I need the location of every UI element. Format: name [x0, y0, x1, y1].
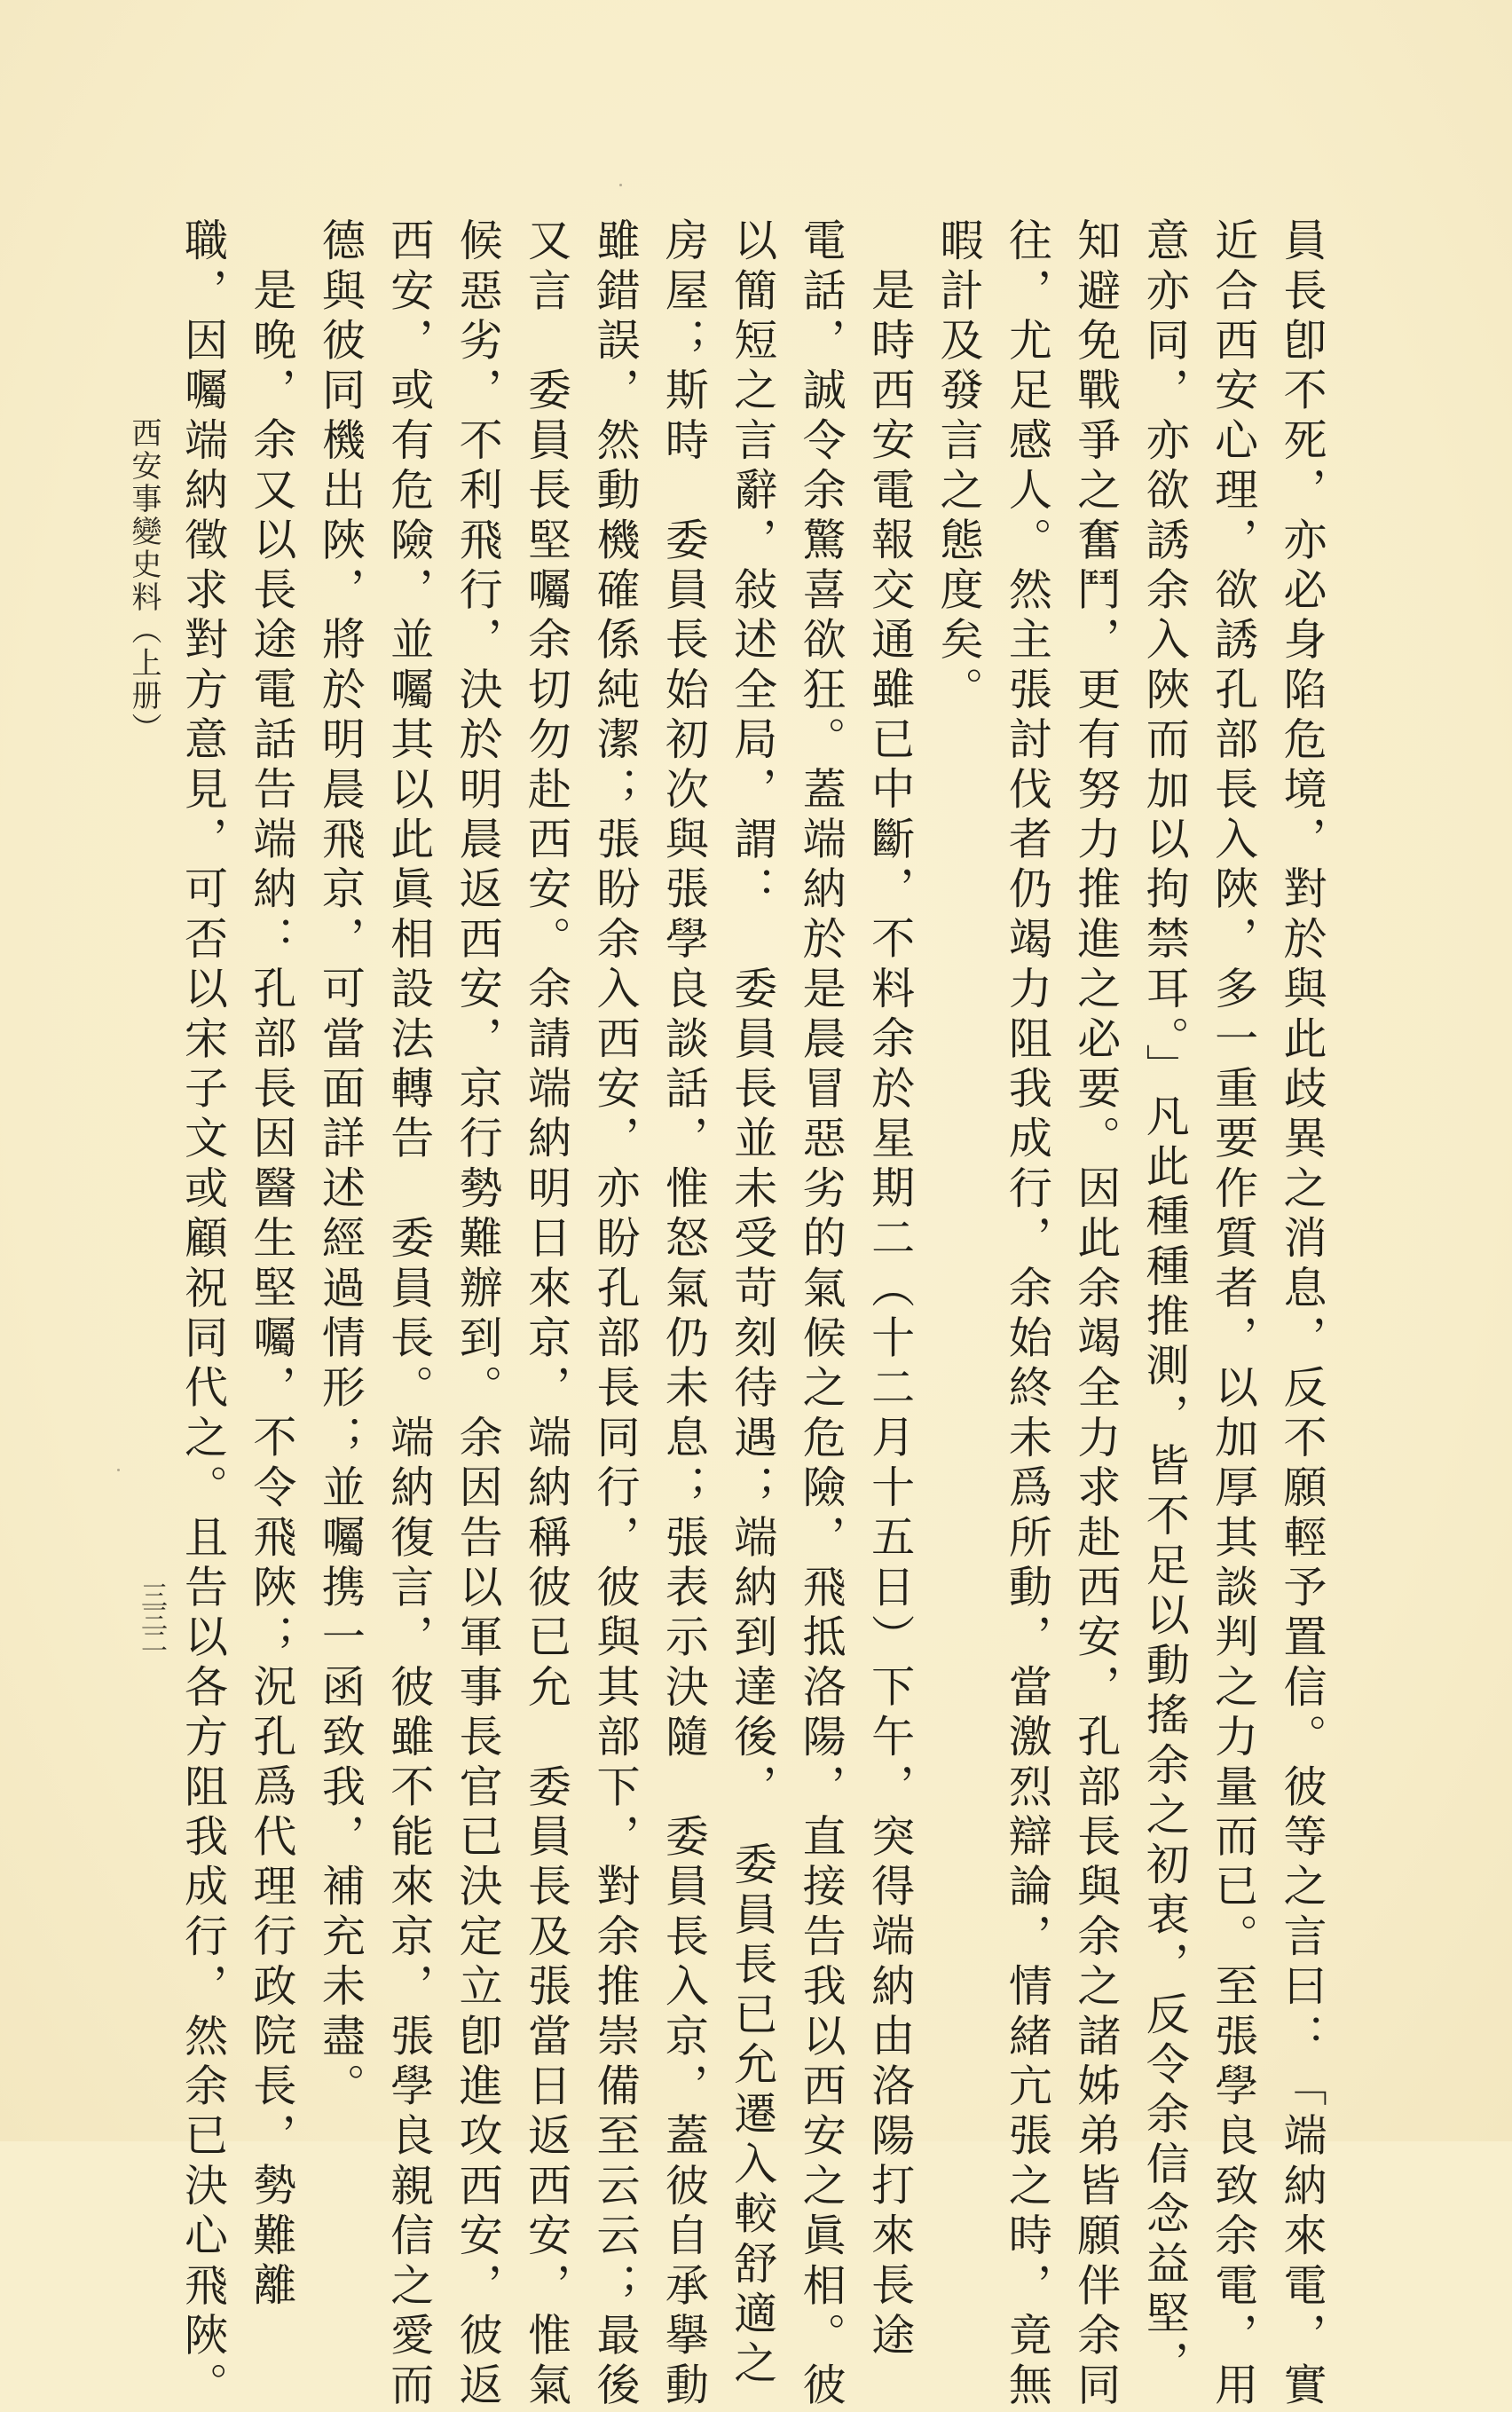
text-column-8: 電話，誠令余驚喜欲狂。蓋端納於是晨冒惡劣的氣候之危險，飛抵洛陽，直接告我以西安之眞相。彼 [796, 217, 847, 2412]
text-column-14: 西安，或有危險，並囑其以此眞相設法轉告 委員長。端納復言，彼雖不能來京，張學良親信之愛而 [383, 217, 435, 2412]
book-title-footer: 西安事變史料（上册） [126, 417, 161, 745]
text-column-10: 房屋；斯時 委員長始初次與張學良談話，惟怒氣仍未息；張表示決隨 委員長入京，蓋彼自承擧動 [658, 217, 710, 2412]
text-column-7-paragraph-start: 是時西安電報交通雖已中斷，不料余於星期二（十二月十五日）下午，突得端納由洛陽打來長途 [864, 267, 916, 2362]
text-column-5: 往，尤足感人。然主張討伐者仍竭力阻我成行，余始終未爲所動，當激烈辯論，情緒亢張之時，竟無 [1002, 217, 1053, 2412]
text-column-1: 員長卽不死，亦必身陷危境，對於與此歧異之消息，反不願輕予置信。彼等之言曰：「端納來電，實 [1277, 217, 1327, 2412]
paper-speck [619, 184, 622, 186]
body-text [169, 217, 1336, 2412]
text-column-9: 以簡短之言辭，敍述全局，謂： 委員長並未受苛刻待遇；端納到達後， 委員長已允遷入較舒適之 [727, 217, 778, 2391]
text-column-17: 職，因囑端納徵求對方意見，可否以宋子文或顧祝同代之。且告以各方阻我成行，然余已決心飛陜。 [177, 217, 229, 2412]
text-column-3: 意亦同，亦欲誘余入陜而加以拘禁耳。」凡此種種推測，皆不足以動搖余之初衷，反令余信念益堅， [1139, 217, 1191, 2391]
text-column-6: 暇計及發言之態度矣。 [933, 217, 984, 716]
text-column-11: 雖錯誤，然動機確係純潔；張盼余入西安，亦盼孔部長同行，彼與其部下，對余推崇備至云云；最後 [589, 217, 641, 2412]
text-column-2: 近合西安心理，欲誘孔部長入陜，多一重要作質者，以加厚其談判之力量而已。至張學良致余電，用 [1208, 217, 1259, 2412]
text-column-15: 德與彼同機出陜，將於明晨飛京，可當面詳述經過情形；並囑携一函致我，補充未盡。 [315, 217, 366, 2113]
page-number: 三三二 [136, 1581, 167, 1651]
text-column-16-paragraph-start: 是晚，余又以長途電話告端納：孔部長因醫生堅囑，不令飛陜；況孔爲代理行政院長，勢難離 [246, 267, 297, 2313]
text-column-13: 候惡劣，不利飛行，決於明晨返西安，京行勢難辦到。余因告以軍事長官已決定立卽進攻西安，彼返 [453, 217, 504, 2412]
paper-speck [117, 1469, 120, 1471]
text-column-4: 知避免戰爭之奮鬥，更有努力推進之必要。因此余竭全力求赴西安，孔部長與余之諸姊弟皆願伴余同 [1070, 217, 1122, 2412]
text-column-12: 又言 委員長堅囑余切勿赴西安。余請端納明日來京，端納稱彼已允 委員長及張當日返西安，惟氣 [521, 217, 572, 2412]
